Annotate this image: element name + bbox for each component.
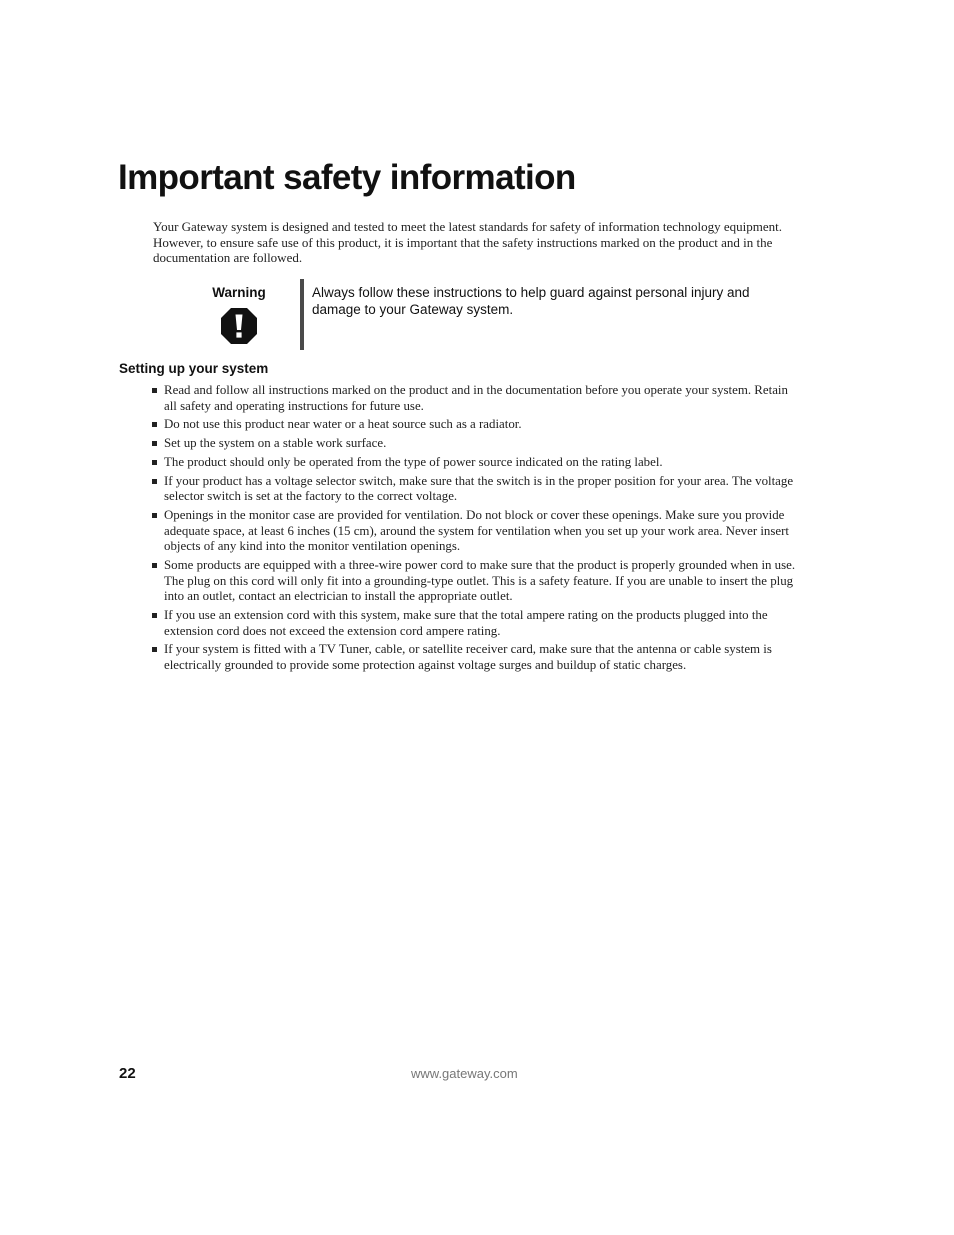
page-title: Important safety information bbox=[118, 158, 576, 197]
section-heading: Setting up your system bbox=[119, 361, 269, 376]
list-item: If your system is fitted with a TV Tuner, cable, or satellite receiver card, make sure that the antenna or cable system is electrically grounded to provide some protection against voltage surges and buildup of static charges. bbox=[164, 642, 804, 673]
exclamation-octagon-icon bbox=[220, 307, 258, 345]
warning-text: Always follow these instructions to help guard against personal injury and damage to your Gateway system. bbox=[312, 285, 750, 317]
list-item: Do not use this product near water or a heat source such as a radiator. bbox=[164, 417, 804, 433]
list-item: If you use an extension cord with this system, make sure that the total ampere rating on the products plugged into the extension cord does not exceed the extension cord ampere rating. bbox=[164, 608, 804, 639]
list-item: The product should only be operated from the type of power source indicated on the rating label. bbox=[164, 455, 804, 471]
list-item: Set up the system on a stable work surface. bbox=[164, 436, 804, 452]
list-item: Read and follow all instructions marked on the product and in the documentation before you operate your system. Retain all safety and operating instructions for future use. bbox=[164, 383, 804, 414]
warning-divider bbox=[300, 279, 304, 350]
safety-bullet-list bbox=[164, 383, 804, 677]
footer-url: www.gateway.com bbox=[411, 1066, 518, 1081]
warning-label: Warning bbox=[212, 285, 266, 300]
list-item: If your product has a voltage selector switch, make sure that the switch is in the proper position for your area. The voltage selector switch is set at the factory to the correct voltage. bbox=[164, 474, 804, 505]
page-number: 22 bbox=[119, 1065, 136, 1082]
intro-paragraph: Your Gateway system is designed and tested to meet the latest standards for safety of information technology equipment. However, to ensure safe use of this product, it is important that the safety instructions marked on the product and in the documentation are followed. bbox=[153, 219, 783, 266]
list-item: Some products are equipped with a three-wire power cord to make sure that the product is properly grounded when in use. The plug on this cord will only fit into a grounding-type outlet. This is a safety feature. If you are unable to insert the plug into an outlet, contact an electrician to install the appropriate outlet. bbox=[164, 558, 804, 605]
list-item: Openings in the monitor case are provided for ventilation. Do not block or cover these openings. Make sure you provide adequate space, at least 6 inches (15 cm), around the system for ventilation when you set up your work area. Never insert objects of any kind into the monitor ventilation openings. bbox=[164, 508, 804, 555]
